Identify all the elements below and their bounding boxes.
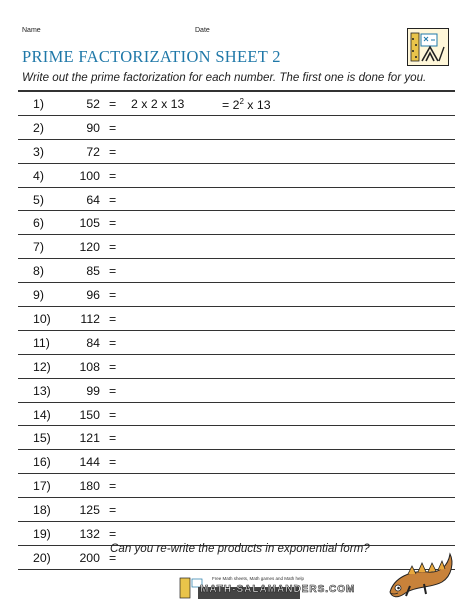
problem-value: 99 <box>86 383 100 398</box>
equals-sign: = <box>109 431 117 446</box>
problem-row <box>18 116 455 140</box>
problem-number: 19) <box>33 527 51 542</box>
problem-row <box>18 474 455 498</box>
footer-tagline: Free Math sheets, Math games and Math help <box>212 576 305 581</box>
equals-sign: = <box>109 312 117 327</box>
problem-value: 90 <box>86 120 100 135</box>
problem-value: 144 <box>79 455 100 470</box>
exponential-form <box>222 97 271 112</box>
problem-value: 120 <box>79 240 100 255</box>
problem-row <box>18 307 455 331</box>
instructions: Write out the prime factorization for each number. The first one is done for you. <box>22 71 427 84</box>
problem-number: 20) <box>33 550 51 565</box>
problem-number: 11) <box>33 335 50 350</box>
problem-value: 108 <box>79 359 100 374</box>
date-label: Date <box>195 27 210 34</box>
problem-value: 150 <box>79 407 100 422</box>
problem-number: 1) <box>33 97 44 111</box>
equals-sign: = <box>109 168 117 183</box>
problem-value: 52 <box>86 97 100 111</box>
equals-sign: = <box>109 359 117 374</box>
equals-sign: = <box>109 192 117 207</box>
problem-number: 12) <box>33 359 51 374</box>
equals-sign: = <box>109 144 117 159</box>
problem-row <box>18 379 455 403</box>
problem-value: 105 <box>79 216 100 231</box>
problem-value: 121 <box>79 431 100 446</box>
equals-sign: = <box>109 216 117 231</box>
problem-number: 18) <box>33 503 51 518</box>
equals-sign: = <box>109 383 117 398</box>
problem-row <box>18 331 455 355</box>
problem-row <box>18 235 455 259</box>
problem-number: 10) <box>33 312 51 327</box>
problem-number: 4) <box>33 168 44 183</box>
problem-value: 72 <box>86 144 100 159</box>
problem-number: 16) <box>33 455 51 470</box>
problem-row <box>18 426 455 450</box>
name-label: Name <box>22 27 41 34</box>
problem-number: 9) <box>33 288 44 303</box>
problem-number: 17) <box>33 479 51 494</box>
problem-row <box>18 164 455 188</box>
problem-value: 125 <box>79 503 100 518</box>
problem-row <box>18 90 455 116</box>
equals-sign: = <box>109 120 117 135</box>
problem-value: 100 <box>79 168 100 183</box>
problem-row <box>18 211 455 235</box>
equals-sign: = <box>109 479 117 494</box>
equals-sign: = <box>109 407 117 422</box>
problem-value: 200 <box>79 550 100 565</box>
problem-number: 14) <box>33 407 51 422</box>
problem-value: 180 <box>79 479 100 494</box>
problem-number: 5) <box>33 192 44 207</box>
equals-sign: = <box>109 288 117 303</box>
problem-row <box>18 498 455 522</box>
problem-table <box>18 90 455 570</box>
problem-number: 7) <box>33 240 44 255</box>
problem-row <box>18 403 455 427</box>
equals-sign: = <box>109 455 117 470</box>
problem-number: 8) <box>33 264 44 279</box>
problem-value: 96 <box>86 288 100 303</box>
equals-sign: = <box>109 264 117 279</box>
equals-sign: = <box>109 550 117 565</box>
problem-row <box>18 283 455 307</box>
exponential-suffix: x 13 <box>243 98 271 112</box>
worked-answer: 2 x 2 x 13 <box>131 97 185 111</box>
problem-row <box>18 140 455 164</box>
problem-number: 6) <box>33 216 44 231</box>
math-salamanders-logo <box>407 28 449 66</box>
problem-value: 132 <box>79 527 100 542</box>
equals-sign: = <box>109 240 117 255</box>
problem-number: 13) <box>33 383 51 398</box>
footer-site-name: MATH-SALAMANDERS.COM <box>200 584 356 595</box>
problem-value: 84 <box>86 335 100 350</box>
problem-row <box>18 188 455 212</box>
problem-row <box>18 450 455 474</box>
salamander-icon <box>384 540 456 604</box>
equals-sign: = <box>109 97 117 111</box>
equals-sign: = <box>109 527 117 542</box>
exponent: 2 <box>239 97 244 106</box>
problem-row <box>18 259 455 283</box>
problem-number: 3) <box>33 144 44 159</box>
equals-sign: = <box>109 335 117 350</box>
problem-number: 15) <box>33 431 51 446</box>
problem-value: 112 <box>80 312 100 327</box>
page-title: PRIME FACTORIZATION SHEET 2 <box>22 47 281 66</box>
problem-row <box>18 355 455 379</box>
problem-number: 2) <box>33 120 44 135</box>
footer-question: Can you re-write the products in exponential form? <box>110 542 370 555</box>
problem-value: 64 <box>86 192 100 207</box>
exponential-prefix: = 2 <box>222 98 240 112</box>
problem-value: 85 <box>86 264 100 279</box>
salamander-logo-icon <box>408 29 448 65</box>
equals-sign: = <box>109 503 117 518</box>
